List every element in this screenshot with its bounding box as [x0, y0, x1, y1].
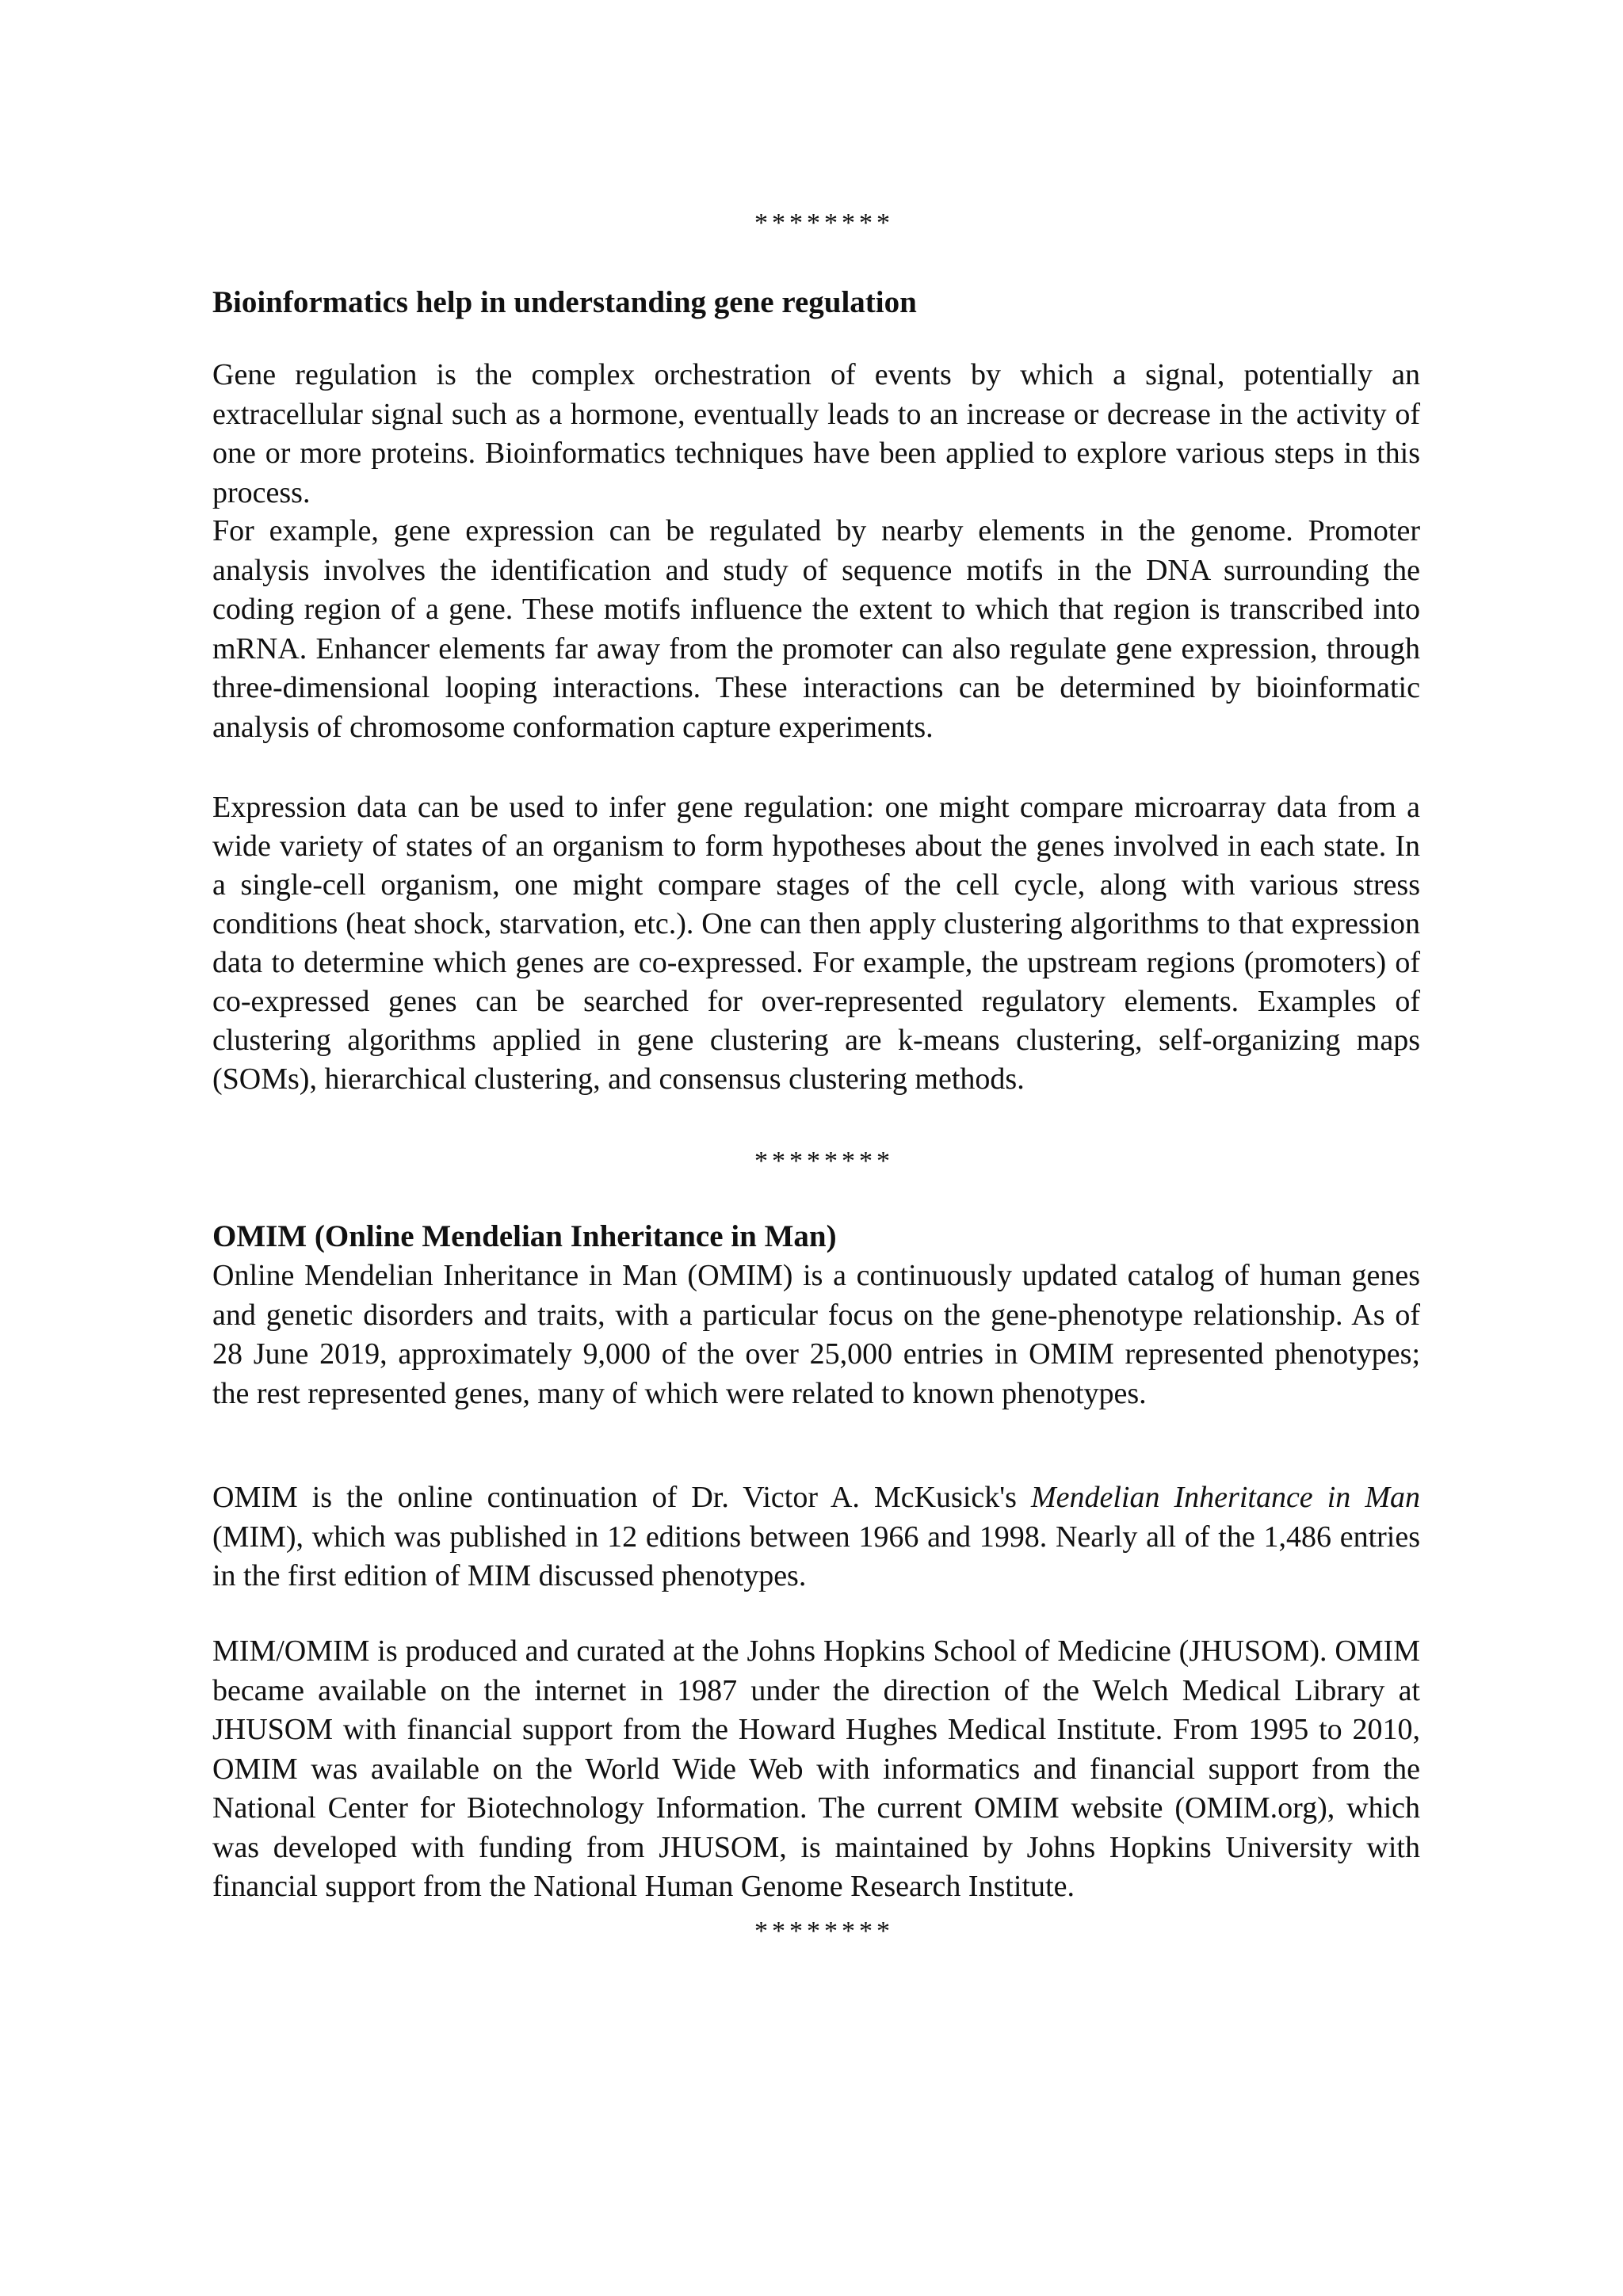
gene-regulation-paragraph-3: Expression data can be used to infer gene regulation: one might compare microarray data from a wide variety of states of an organism to form hypotheses about the genes involved in each state. In a single-cell organism, one might compare stages of the cell cycle, along with various stress conditions (heat shock, starvation, etc.). One can then apply clustering algorithms to that expression data to determine which genes are co-expressed. For example, the upstream regions (promoters) of co-expressed genes can be searched for over-represented regulatory elements. Examples of clustering algorithms applied in gene clustering are k-means clustering, self-organizing maps (SOMs), hierarchical clustering, and consensus clustering methods. — [212, 791, 1420, 1096]
gene-regulation-paragraph-2: For example, gene expression can be regulated by nearby elements in the genome. Promoter analysis involves the identification and study of sequence motifs in the DNA surrounding the coding region of a gene. These motifs influence the extent to which that region is transcribed into mRNA. Enhancer elements far away from the promoter can also regulate gene expression, through three-dimensional looping interactions. These interactions can be determined by bioinformatic analysis of chromosome conformation capture experiments. — [212, 514, 1420, 744]
omim-history-prefix: OMIM is the online continuation of Dr. Victor A. McKusick's — [212, 1481, 1031, 1514]
omim-production-paragraph: MIM/OMIM is produced and curated at the Johns Hopkins School of Medicine (JHUSOM). OMIM became available on the internet in 1987 under the direction of the Welch Medical Library at JHUSOM with financial support from the Howard Hughes Medical Institute. From 1995 to 2010, OMIM was available on the World Wide Web with informatics and financial support from the National Center for Biotechnology Information. The current OMIM website (OMIM.org), which was developed with funding from JHUSOM, is maintained by Johns Hopkins University with financial support from the National Human Genome Research Institute. — [212, 1634, 1420, 1903]
gene-regulation-paragraph-1: Gene regulation is the complex orchestration of events by which a signal, potentially an extracellular signal such as a hormone, eventually leads to an increase or decrease in the activity of one or more proteins. Bioinformatics techniques have been applied to explore various steps in this process. — [212, 358, 1420, 509]
section-separator-bottom: ******** — [754, 1917, 894, 1946]
section-heading-gene-regulation: Bioinformatics help in understanding gene regulation — [212, 285, 917, 319]
omim-intro-block — [212, 1257, 1420, 1413]
document-page — [212, 0, 1420, 2296]
omim-production-block — [212, 1632, 1420, 1907]
section-separator-middle: ******** — [754, 1146, 894, 1176]
gene-regulation-paragraph-3-block — [212, 788, 1420, 1099]
section-separator-top: ******** — [754, 208, 894, 238]
section-gene-regulation — [212, 284, 1420, 322]
omim-history-book-title: Mendelian Inheritance in Man — [1030, 1481, 1420, 1514]
omim-intro-paragraph: Online Mendelian Inheritance in Man (OMIM) is a continuously updated catalog of human genes and genetic disorders and traits, with a particular focus on the gene-phenotype relationship. As of 28 June 2019, approximately 9,000 of the over 25,000 entries in OMIM represented phenotypes; the rest represented genes, many of which were related to known phenotypes. — [212, 1259, 1420, 1410]
omim-history-suffix: (MIM), which was published in 12 editions between 1966 and 1998. Nearly all of the 1,486 entries in the first edition of MIM discussed phenotypes. — [212, 1520, 1420, 1592]
section-omim — [212, 1218, 1420, 1256]
gene-regulation-paragraph-2-block — [212, 512, 1420, 747]
omim-history-paragraph — [212, 1478, 1420, 1596]
section-heading-omim: OMIM (Online Mendelian Inheritance in Man) — [212, 1219, 837, 1253]
omim-history-block — [212, 1478, 1420, 1596]
gene-regulation-paragraph-1-block — [212, 356, 1420, 513]
